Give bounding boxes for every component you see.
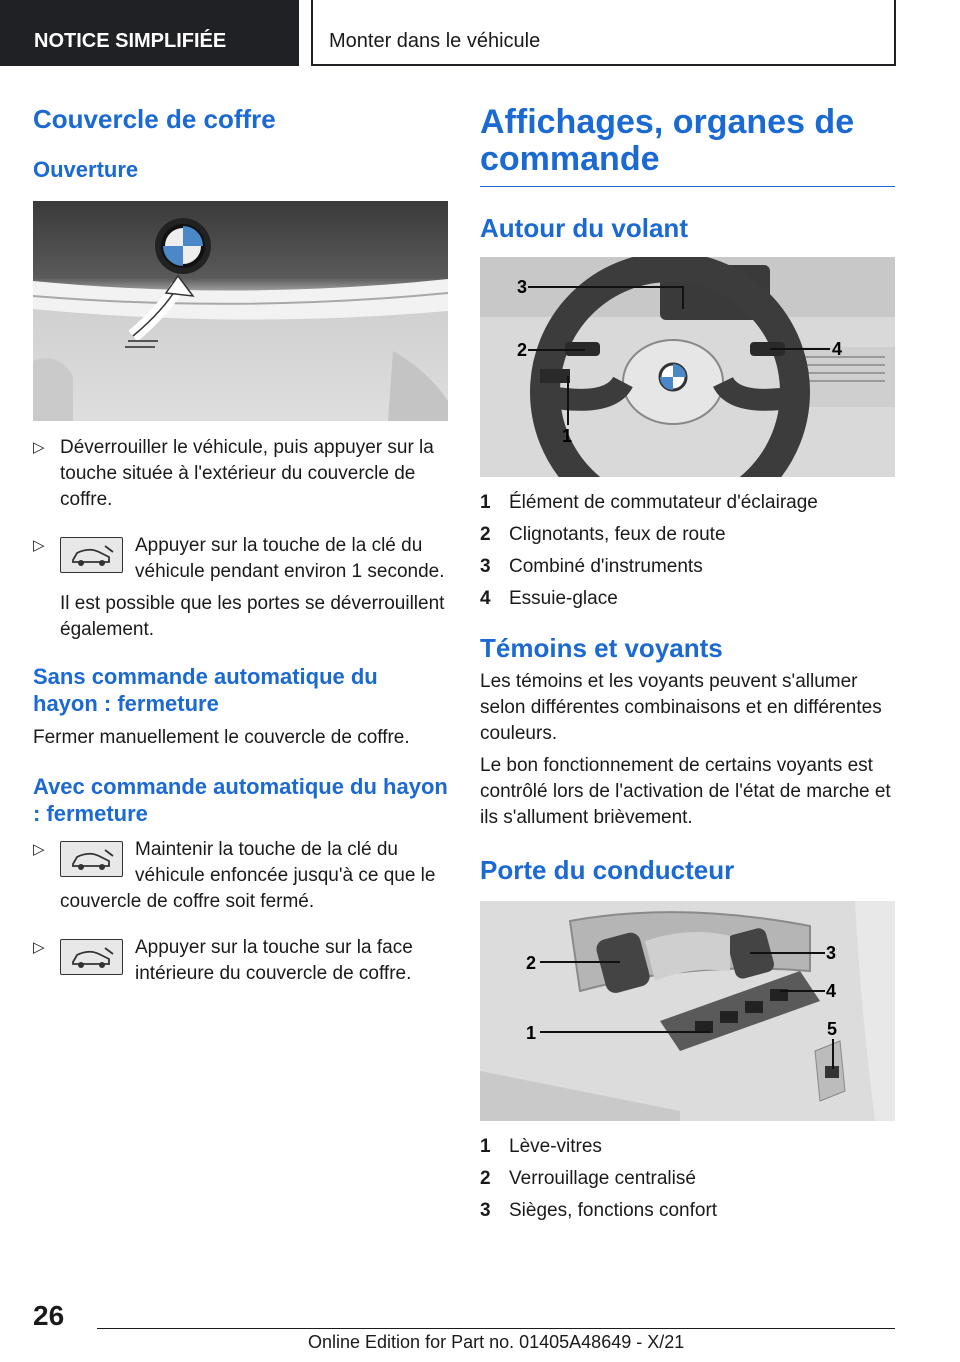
legend-label: Combiné d'instruments — [509, 556, 703, 577]
wheel-legend-item — [480, 519, 895, 551]
bullet-hold-key — [33, 837, 448, 915]
callout-1: 1 — [526, 1023, 537, 1043]
left-column — [33, 66, 448, 987]
steering-wheel-title: Autour du volant — [480, 213, 688, 243]
warning-lights-p1: Les témoins et les voyants peuvent s'allumer selon différentes combinaisons et en différentes couleurs. — [480, 671, 882, 744]
trunk-key-icon — [60, 841, 123, 877]
legend-number: 1 — [480, 1136, 491, 1157]
legend-number: 2 — [480, 1168, 491, 1189]
callout-2: 2 — [526, 953, 537, 973]
trunk-title: Couvercle de coffre — [33, 104, 276, 134]
bullet-unlock — [33, 435, 448, 513]
bullet-text: Appuyer sur la touche sur la face intérieure du couvercle de coffre. — [135, 937, 413, 984]
wheel-legend-item — [480, 583, 895, 615]
triangle-bullet-icon: ▷ — [33, 939, 45, 956]
legend-label: Verrouillage centralisé — [509, 1168, 696, 1189]
page-header — [0, 0, 960, 66]
auto-close-title: Avec commande automatique du hayon : fermeture — [33, 774, 448, 826]
legend-number: 1 — [480, 492, 491, 513]
door-legend — [480, 1131, 895, 1227]
driver-door-title: Porte du conducteur — [480, 855, 735, 885]
legend-number: 4 — [480, 588, 491, 609]
warning-lights-title: Témoins et voyants — [480, 633, 723, 663]
bullet-note: Il est possible que les portes se déverrouillent également. — [60, 593, 445, 640]
opening-subtitle: Ouverture — [33, 157, 139, 182]
page-number: 26 — [33, 1300, 65, 1331]
callout-4: 4 — [832, 339, 843, 359]
bullet-inner-button — [33, 935, 448, 987]
right-column — [480, 66, 895, 1227]
door-legend-item — [480, 1163, 895, 1195]
triangle-bullet-icon: ▷ — [33, 841, 45, 858]
door-legend-item — [480, 1131, 895, 1163]
wheel-legend-item — [480, 551, 895, 583]
chapter-tab: Monter dans le véhicule — [311, 0, 896, 66]
edition-info: Online Edition for Part no. 01405A48649 - X/21 — [308, 1332, 685, 1352]
door-legend-item — [480, 1195, 895, 1227]
footer-divider — [97, 1328, 895, 1329]
trunk-photo — [33, 201, 448, 421]
callout-5: 5 — [827, 1019, 838, 1039]
triangle-bullet-icon: ▷ — [33, 439, 45, 456]
callout-3: 3 — [826, 943, 837, 963]
callout-3: 3 — [517, 277, 528, 297]
bullet-key-press — [33, 533, 448, 643]
bullet-text: Appuyer sur la touche de la clé du véhicule pendant environ 1 seconde. — [135, 535, 445, 582]
callout-2: 2 — [517, 340, 528, 360]
callout-1: 1 — [562, 426, 573, 446]
warning-lights-p2: Le bon fonctionnement de certains voyants est contrôlé lors de l'activation de l'état de marche et ils s'allument brièvement. — [480, 755, 891, 828]
controls-title: Affichages, organes de commande — [480, 104, 895, 187]
bullet-text: Maintenir la touche de la clé du véhicule enfoncée jusqu'à ce que le couvercle de coffre soit fermé. — [60, 839, 436, 912]
legend-label: Sièges, fonctions confort — [509, 1200, 718, 1221]
driver-door-photo — [480, 901, 895, 1121]
triangle-bullet-icon: ▷ — [33, 537, 45, 554]
wheel-legend-item — [480, 487, 895, 519]
legend-label: Clignotants, feux de route — [509, 524, 726, 545]
trunk-button-icon — [60, 939, 123, 975]
legend-label: Élément de commutateur d'éclairage — [509, 492, 818, 513]
manual-close-title: Sans commande automatique du hayon : fermeture — [33, 664, 378, 716]
legend-label: Lève-vitres — [509, 1136, 602, 1157]
trunk-key-icon — [60, 537, 123, 573]
legend-number: 3 — [480, 556, 491, 577]
wheel-legend — [480, 487, 895, 615]
bullet-text: Déverrouiller le véhicule, puis appuyer sur la touche située à l'extérieur du couvercle de coffre. — [60, 437, 434, 510]
legend-label: Essuie-glace — [509, 588, 618, 609]
legend-number: 3 — [480, 1200, 491, 1221]
steering-wheel-photo — [480, 257, 895, 477]
section-tab: NOTICE SIMPLIFIÉE — [0, 0, 299, 66]
callout-4: 4 — [826, 981, 837, 1001]
manual-close-text: Fermer manuellement le couvercle de coffre. — [33, 727, 410, 748]
legend-number: 2 — [480, 524, 491, 545]
